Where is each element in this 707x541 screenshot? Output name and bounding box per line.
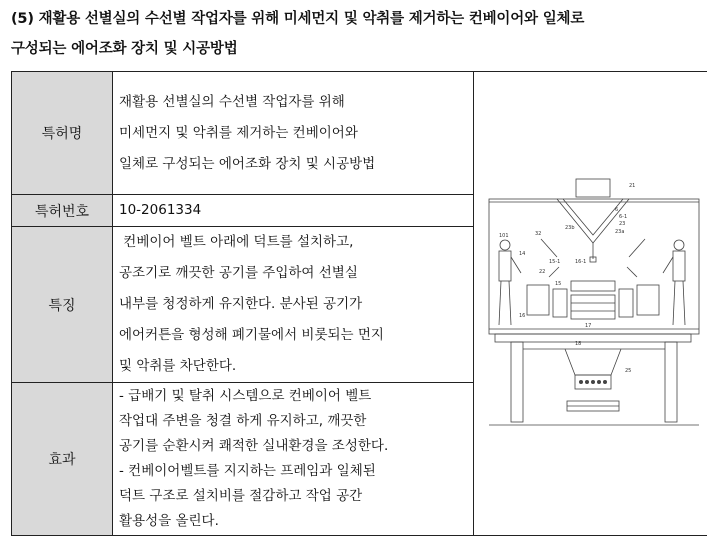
figure-label: 16-1 bbox=[575, 258, 587, 265]
figure-label: 32 bbox=[535, 230, 542, 237]
figure-label: 6-1 bbox=[619, 213, 628, 220]
value-patent-name bbox=[113, 72, 474, 195]
figure-label: 15-1 bbox=[549, 258, 561, 265]
figure-label: 101 bbox=[499, 232, 509, 239]
figure-label: 16 bbox=[519, 312, 526, 319]
figure-label: 25 bbox=[625, 367, 632, 374]
worker-left-head bbox=[500, 240, 510, 250]
text-line: 내부를 청정하게 유지한다. 분사된 공기가 bbox=[119, 296, 363, 312]
table-row bbox=[12, 72, 707, 195]
figure-label: 15 bbox=[555, 280, 562, 287]
text-line: 활용성을 올린다. bbox=[119, 513, 219, 529]
value-effects bbox=[113, 383, 474, 536]
figure-label: 23b bbox=[565, 224, 575, 231]
figure-label: 23a bbox=[615, 228, 625, 235]
patent-drawing bbox=[479, 177, 707, 427]
text-line: - 급배기 및 탈취 시스템으로 컨베이어 벨트 bbox=[119, 388, 372, 404]
text-line: 공조기로 깨끗한 공기를 주입하여 선별실 bbox=[119, 265, 358, 281]
label-patent-name: 특허명 bbox=[12, 72, 113, 195]
text-line: 공기를 순환시켜 쾌적한 실내환경을 조성한다. bbox=[119, 438, 389, 454]
value-patent-number: 10-2061334 bbox=[113, 195, 474, 227]
figure-label: 17 bbox=[585, 322, 592, 329]
conveyor-belt bbox=[571, 281, 615, 291]
section-heading bbox=[11, 4, 701, 64]
figure-label: 18 bbox=[575, 340, 582, 347]
heading-line-1: (5) 재활용 선별실의 수선별 작업자를 위해 미세먼지 및 악취를 제거하는 컨베이어와 일체로 bbox=[11, 11, 585, 27]
text-line: - 컨베이어벨트를 지지하는 프레임과 일체된 bbox=[119, 463, 376, 479]
text-line: 미세먼지 및 악취를 제거하는 컨베이어와 bbox=[119, 124, 358, 141]
station-left bbox=[527, 285, 549, 315]
figure-label: 21 bbox=[629, 182, 636, 189]
text-line: 재활용 선별실의 수선별 작업자를 위해 bbox=[119, 93, 345, 110]
figure-label: 22 bbox=[539, 268, 546, 275]
station-right bbox=[637, 285, 659, 315]
heading-line-2: 구성되는 에어조화 장치 및 시공방법 bbox=[11, 41, 238, 57]
label-features: 특징 bbox=[12, 227, 113, 383]
text-line: 에어커튼을 형성해 폐기물에서 비롯되는 먼지 bbox=[119, 327, 384, 343]
text-line: 및 악취를 차단한다. bbox=[119, 358, 237, 374]
patent-figure-cell bbox=[474, 72, 707, 536]
base-frame bbox=[495, 334, 691, 342]
worker-right-head bbox=[674, 240, 684, 250]
text-line: 일체로 구성되는 에어조화 장치 및 시공방법 bbox=[119, 155, 376, 172]
label-patent-number: 특허번호 bbox=[12, 195, 113, 227]
figure-label: 6 bbox=[615, 206, 619, 213]
text-line: 덕트 구조로 설치비를 절감하고 작업 공간 bbox=[119, 488, 363, 504]
label-effects: 효과 bbox=[12, 383, 113, 536]
figure-label: 14 bbox=[519, 250, 526, 257]
text-line: 컨베이어 벨트 아래에 덕트를 설치하고, bbox=[119, 234, 354, 250]
text-line: 작업대 주변을 청결 하게 유지하고, 깨끗한 bbox=[119, 413, 367, 429]
patent-info-table bbox=[11, 71, 707, 536]
value-features bbox=[113, 227, 474, 383]
figure-label: 23 bbox=[619, 220, 626, 227]
top-duct bbox=[576, 179, 610, 197]
lower-hopper bbox=[565, 349, 621, 375]
